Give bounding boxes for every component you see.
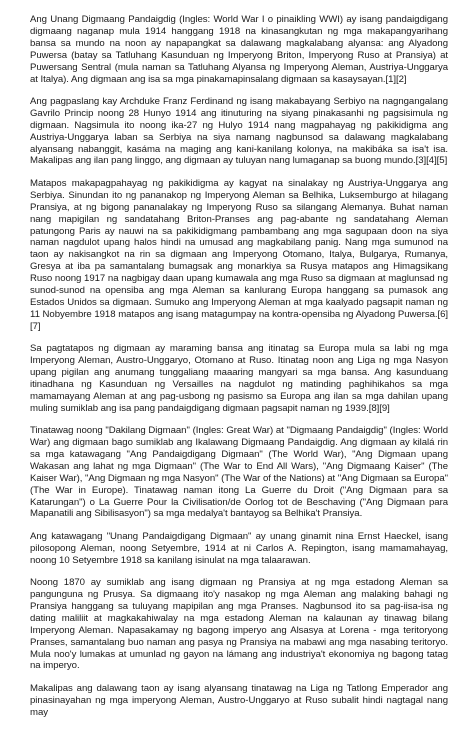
paragraph-alliances: Makalipas ang dalawang taon ay isang alyansang tinatawag na Liga ng Tatlong Emperador ang pinasinayahan ng mga imperyong Aleman, Austro-Unggaryo at Ruso subalit hindi nagtagal nang may <box>30 682 448 718</box>
paragraph-aftermath: Sa pagtatapos ng digmaan ay maraming bansa ang itinatag sa Europa mula sa labi ng mga Imperyong Aleman, Austro-Unggaryo, Otomano at Ruso. Itinatag noon ang Liga ng mga Nasyon upang pigilan ang anumang tunggaliang maaaring mangyari sa mga bansa. Ang kasunduang itinadhana ng Kasunduan ng Versailles na nagdulot ng matinding paghihikahos sa mga mamamayang Aleman at ang pag-usbong ng pasismo sa Europa ang ilan sa mga dahilan upang muling sumiklab ang isa pang pandaigdigang digmaan pagsapit naman ng 1939.[8][9] <box>30 343 448 414</box>
paragraph-names: Tinatawag noong "Dakilang Digmaan" (Ingles: Great War) at "Digmaang Pandaigdig" (Ingles: World War) ang digmaan bago sumiklab ang Ikalawang Digmaang Pandaigdig. Ang digmaan ay kilalá rin sa mga katawagang "Ang Pandaigdigang Digmaan" (The World War), "Ang Digmaan upang Wakasan ang lahat ng mga Digmaan" (The War to End All Wars), "Ang Digmaang Kaiser" (The Kaiser War), "Ang Digmaan ng mga Nasyon" (The War of the Nations) at "Ang Digmaan sa Europa" (The War in Europe). Tinatawag naman itong La Guerre du Droit ("Ang Digmaan para sa Katarungan") o La Guerre Pour la Civilisation/de Oorlog tot de Beschaving ("Ang Digmaan para Mapanatili ang Sibilisasyon") sa mga medalya't bantayog sa Belhika't Pransiya. <box>30 425 448 520</box>
paragraph-intro: Ang Unang Digmaang Pandaigdig (Ingles: World War I o pinaikling WWI) ay isang pandaigdigang digmaang naganap mula 1914 hanggang 1918 na kinasangkutan ng mga makapangyarihang bansa sa mundo na noon ay napapangkat sa dalawang magkalabang alyansa: ang Alyadong Puwersa (batay sa Tatluhang Kasunduan ng Imperyong Briton, Imperyong Ruso at Pransiya) at Puwersang Sentral (mula naman sa Tatluhang Alyansa ng Imperyong Aleman, Austriya-Unggarya at Italya). Ang digmaan ang isa sa mga pinakamapinsalang digmaan sa kasaysayan.[1][2] <box>30 14 448 85</box>
paragraph-term-origin: Ang katawagang "Unang Pandaigdigang Digmaan" ay unang ginamit nina Ernst Haeckel, isang pilosopong Aleman, noong Setyembre, 1914 at ni Carlos A. Repington, isang mamamahayag, noong 10 Setyembre 1918 sa kanilang isinulat na mga talaarawan. <box>30 530 448 566</box>
paragraph-cause: Ang pagpaslang kay Archduke Franz Ferdinand ng isang makabayang Serbiyo na nagngangalang Gavrilo Princip noong 28 Hunyo 1914 ang itinuturing na siyang pinakasanhi ng pagsisimula ng digmaan. Nagsimula ito noong ika-27 ng Hulyo 1914 nang magpahayag ng pakikidigma ang Austriya-Unggarya laban sa Serbiya na siya namang nagbunsod sa dalawang magkalabang alyansang nabanggit, kasáma na maging ang kani-kanilang kolonya, na makibáka sa isa't isa. Makalipas ang ilan pang linggo, ang digmaan ay tuluyan nang lumaganap sa buong mundo.[3][4][5] <box>30 95 448 167</box>
paragraph-course-of-war: Matapos makapagpahayag ng pakikidigma ay kagyat na sinalakay ng Austriya-Unggarya ang Serbiya. Sinundan ito ng pananakop ng Imperyong Aleman sa Belhika, Luksemburgo at hilagang Pransiya, at ng bigong pananalakay ng Imperyong Ruso sa silangang Alemanya. Buhat naman nang mapigilan ng sandatahang Briton-Pranses ang pag-abante ng sandatahang Aleman patungong Paris ay nauwi na sa pakikidigmang pambambang ang mga sagupaan doon na siya naman nagdulot upang halos hindi na umusad ang magkabilang panig. Nang mga sumunod na taon ay nakisangkot na rin sa digmaan ang Imperyong Otomano, Italya, Bulgarya, Rumanya, Gresya at iba pa samantalang bumagsak ang monarkiya sa Rusya matapos ang Himagsikang Ruso noong 1917 na nagbigay daan upang kumawala ang mga Ruso sa digmaan at maglunsad ng sunod-sunod na opensiba ang mga Aleman sa kanlurang Europa hanggang sa pumasok ang Estados Unidos sa digmaan. Sumuko ang Imperyong Aleman at mga kaalyado pagsapit naman ng 11 Nobyembre 1918 matapos ang isang matagumpay na kontra-opensiba ng Alyadong Puwersa.[6][7] <box>30 177 448 332</box>
article-body <box>30 14 448 729</box>
paragraph-background-1870: Noong 1870 ay sumiklab ang isang digmaan ng Pransiya at ng mga estadong Aleman sa pangunguna ng Prusya. Sa digmaang ito'y nasakop ng mga Aleman ang malaking bahagi ng Pransiya hanggang sa tuluyang mapipilan ang mga Pranses. Nagbunsod ito sa pag-iisa-isa ng dating maliliit at magkakahiwalay na mga estadong Aleman na kalaunan ay tinawag bilang Imperyong Aleman. Napasakamay ng bagong imperyo ang Alsasya at Lorena - mga teritoryong Pranses, samantalang buo naman ang pasya ng Pransiya na mabawi ang mga nasabing teritoryo. Mula noo'y lumakas at umunlad ng gayon na lámang ang industriya't ekonomiya ng bagong tatag na imperyo. <box>30 577 448 672</box>
